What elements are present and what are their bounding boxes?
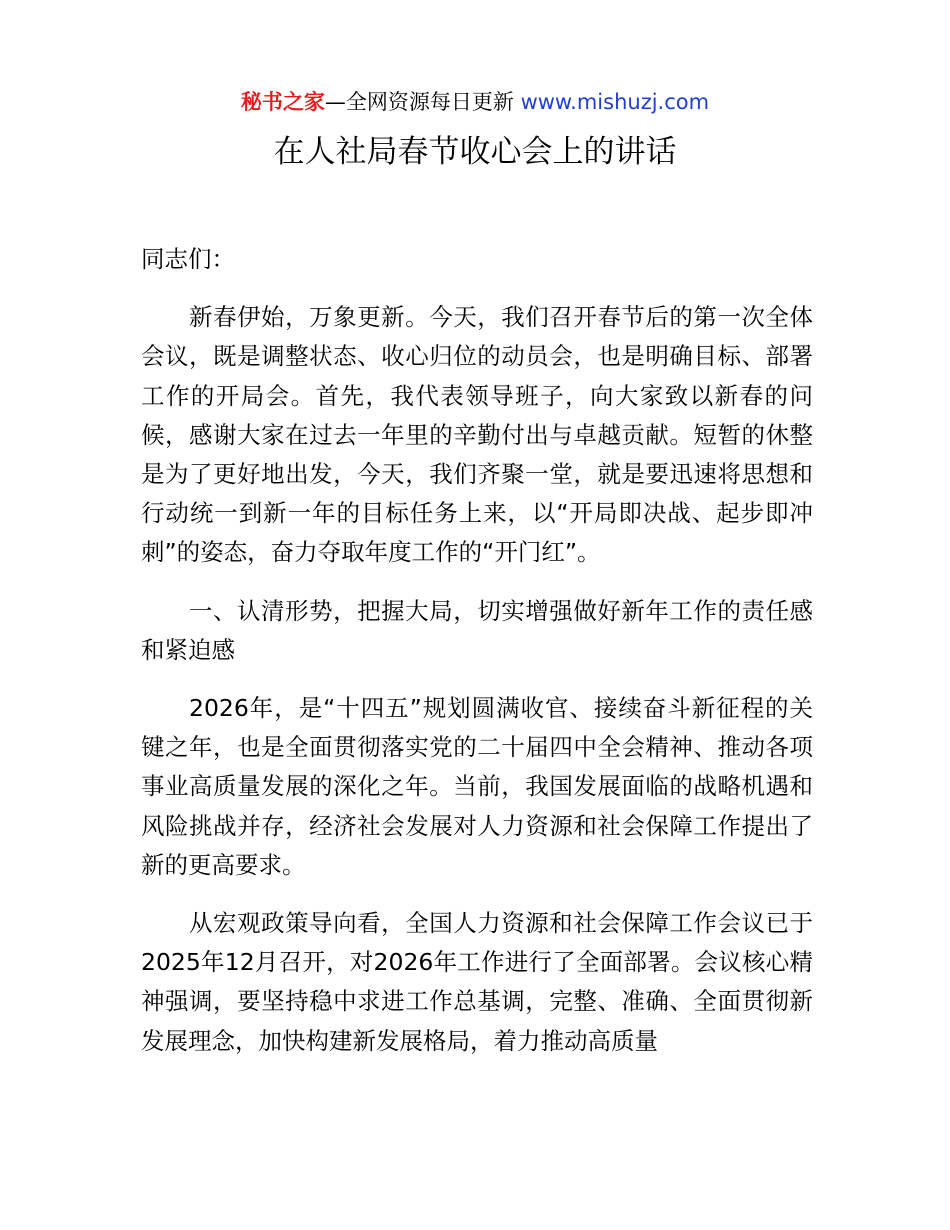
greeting: 同志们： [141, 245, 235, 273]
site-header [0, 88, 950, 116]
paragraph-policy: 从宏观政策导向看，全国人力资源和社会保障工作会议已于2025年12月召开，对2026年工作进行了全面部署。会议核心精神强调，要坚持稳中求进工作总基调，完整、准确、全面贯彻新发展理念，加快构建新发展格局，着力推动高质量 [141, 909, 813, 1055]
site-url-link[interactable]: www.mishuzj.com [520, 90, 710, 114]
paragraph-situation: 2026年，是“十四五”规划圆满收官、接续奋斗新征程的关键之年，也是全面贯彻落实党的二十届四中全会精神、推动各项事业高质量发展的深化之年。当前，我国发展面临的战略机遇和风险挑战并存，经济社会发展对人力资源和社会保障工作提出了新的更高要求。 [141, 694, 813, 879]
site-tagline: —全网资源每日更新 [324, 90, 521, 114]
section-heading: 一、认清形势，把握大局，切实增强做好新年工作的责任感和紧迫感 [141, 596, 813, 664]
paragraph-intro: 新春伊始，万象更新。今天，我们召开春节后的第一次全体会议，既是调整状态、收心归位的动员会，也是明确目标、部署工作的开局会。首先，我代表领导班子，向大家致以新春的问候，感谢大家在过去一年里的辛勤付出与卓越贡献。短暂的休整是为了更好地出发，今天，我们齐聚一堂，就是要迅速将思想和行动统一到新一年的目标任务上来，以“开局即决战、起步即冲刺”的姿态，奋力夺取年度工作的“开门红”。 [141, 303, 813, 567]
document-body [141, 240, 813, 1080]
site-brand: 秘书之家 [240, 90, 325, 114]
document-title: 在人社局春节收心会上的讲话 [273, 134, 677, 170]
